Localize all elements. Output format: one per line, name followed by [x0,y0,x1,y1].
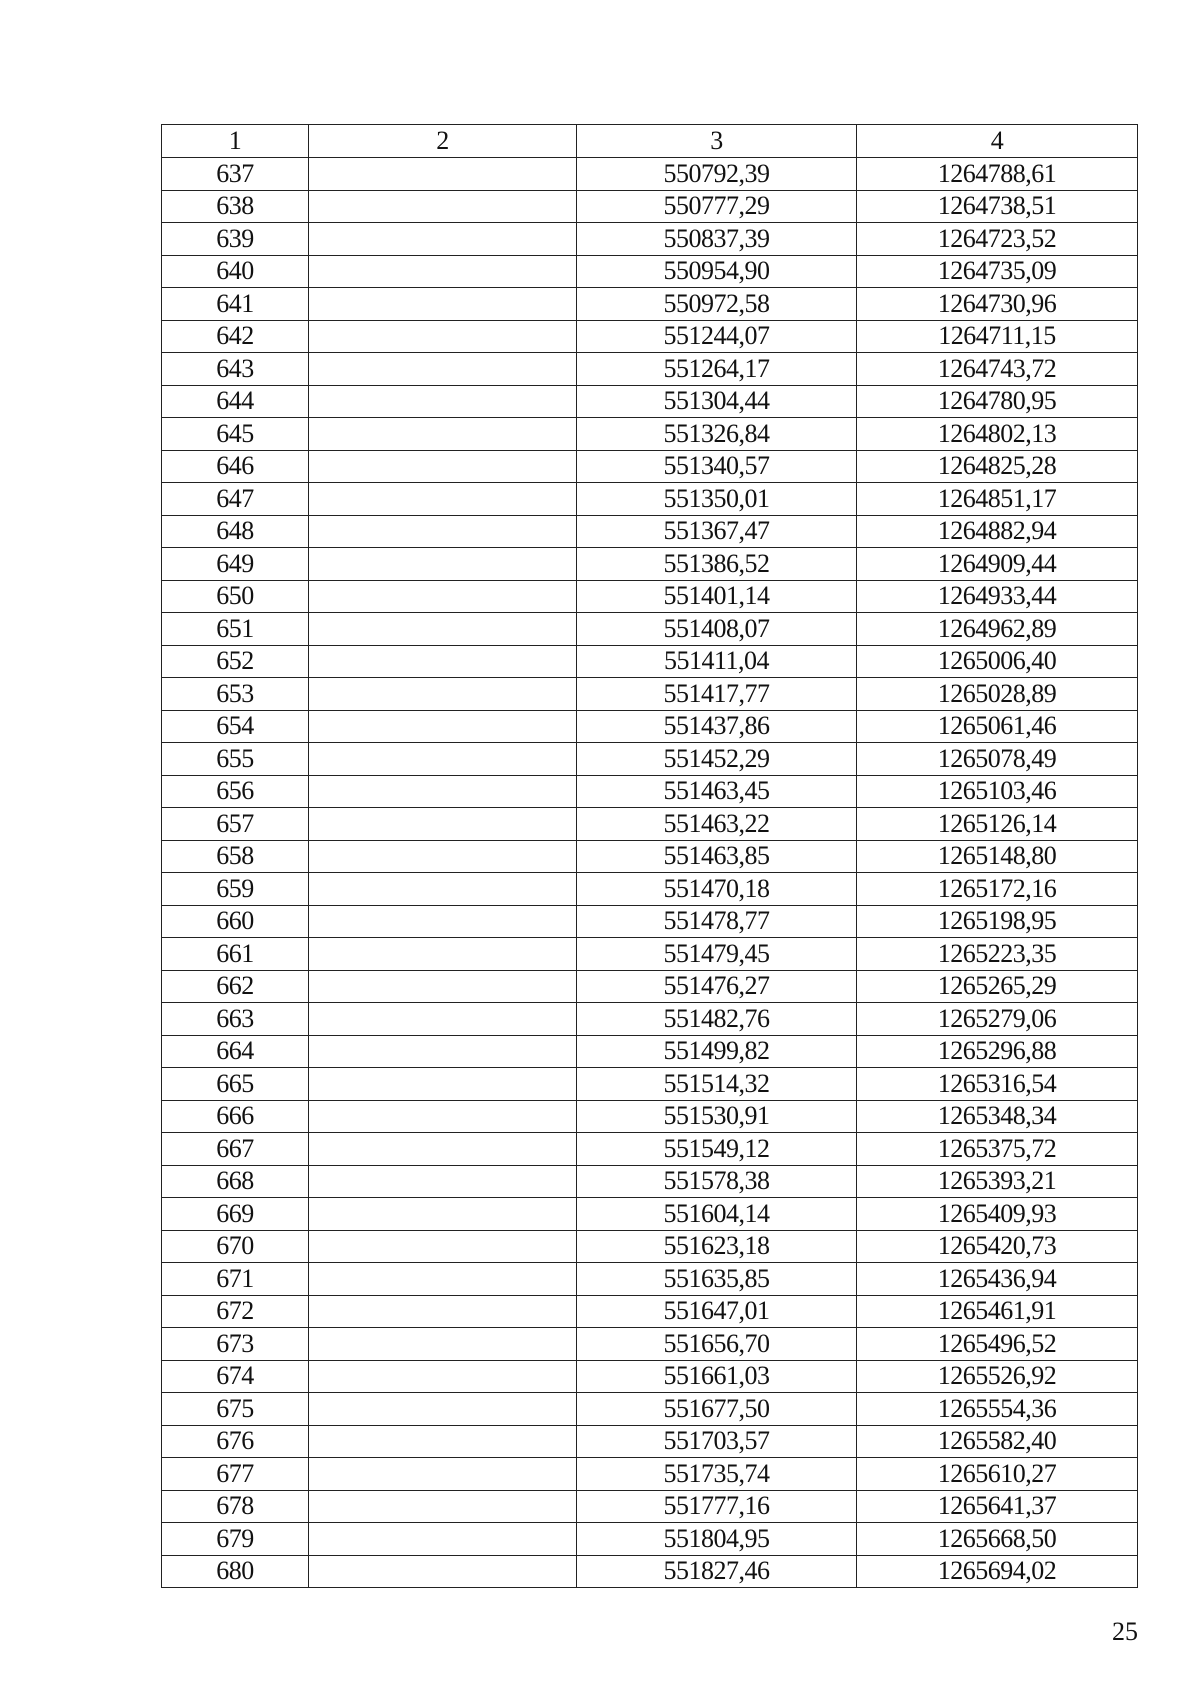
empty-cell [309,288,577,321]
coordinate-x-cell: 551476,27 [577,970,857,1003]
empty-cell [309,970,577,1003]
point-number-cell: 657 [162,808,309,841]
coordinate-x-cell: 551463,45 [577,775,857,808]
coordinate-x-cell: 551482,76 [577,1003,857,1036]
point-number-cell: 673 [162,1328,309,1361]
table-row [162,1555,1138,1588]
table-row [162,483,1138,516]
coordinate-y-cell: 1265582,40 [857,1425,1138,1458]
empty-cell [309,353,577,386]
point-number-cell: 644 [162,385,309,418]
table-row [162,938,1138,971]
coordinate-y-cell: 1265694,02 [857,1555,1138,1588]
table-row [162,1165,1138,1198]
table-row [162,645,1138,678]
table-row [162,158,1138,191]
table-row [162,840,1138,873]
empty-cell [309,1523,577,1556]
empty-cell [309,678,577,711]
point-number-cell: 666 [162,1100,309,1133]
empty-cell [309,1263,577,1296]
coordinate-y-cell: 1265126,14 [857,808,1138,841]
point-number-cell: 663 [162,1003,309,1036]
coordinate-y-cell: 1265420,73 [857,1230,1138,1263]
coordinate-x-cell: 550837,39 [577,223,857,256]
empty-cell [309,1360,577,1393]
coordinate-x-cell: 551735,74 [577,1458,857,1491]
column-header-2: 2 [309,125,577,158]
coordinate-y-cell: 1265496,52 [857,1328,1138,1361]
coordinate-y-cell: 1265006,40 [857,645,1138,678]
empty-cell [309,223,577,256]
coordinate-x-cell: 551677,50 [577,1393,857,1426]
empty-cell [309,1490,577,1523]
empty-cell [309,1035,577,1068]
table-row [162,1035,1138,1068]
point-number-cell: 639 [162,223,309,256]
table-row [162,288,1138,321]
empty-cell [309,1425,577,1458]
coordinate-y-cell: 1265641,37 [857,1490,1138,1523]
table-row [162,905,1138,938]
table-row [162,385,1138,418]
empty-cell [309,515,577,548]
empty-cell [309,613,577,646]
empty-cell [309,710,577,743]
table-row [162,450,1138,483]
column-header-1: 1 [162,125,309,158]
table-row [162,320,1138,353]
coordinate-y-cell: 1265103,46 [857,775,1138,808]
point-number-cell: 655 [162,743,309,776]
table-row [162,1295,1138,1328]
point-number-cell: 671 [162,1263,309,1296]
empty-cell [309,548,577,581]
table-row [162,548,1138,581]
table-row [162,613,1138,646]
table-row [162,580,1138,613]
point-number-cell: 648 [162,515,309,548]
coordinate-x-cell: 550777,29 [577,190,857,223]
empty-cell [309,1068,577,1101]
empty-cell [309,320,577,353]
table-row [162,775,1138,808]
empty-cell [309,450,577,483]
point-number-cell: 670 [162,1230,309,1263]
coordinate-y-cell: 1265078,49 [857,743,1138,776]
table-row [162,1230,1138,1263]
coordinate-y-cell: 1264780,95 [857,385,1138,418]
coordinate-y-cell: 1265296,88 [857,1035,1138,1068]
empty-cell [309,1100,577,1133]
point-number-cell: 650 [162,580,309,613]
coordinate-x-cell: 551804,95 [577,1523,857,1556]
empty-cell [309,905,577,938]
empty-cell [309,1393,577,1426]
empty-cell [309,743,577,776]
coordinate-x-cell: 551514,32 [577,1068,857,1101]
point-number-cell: 641 [162,288,309,321]
empty-cell [309,1328,577,1361]
empty-cell [309,1165,577,1198]
coordinate-y-cell: 1265393,21 [857,1165,1138,1198]
coordinate-y-cell: 1264851,17 [857,483,1138,516]
point-number-cell: 658 [162,840,309,873]
empty-cell [309,1295,577,1328]
table-row [162,743,1138,776]
table-row [162,808,1138,841]
table-row [162,223,1138,256]
empty-cell [309,255,577,288]
empty-cell [309,1198,577,1231]
coordinate-x-cell: 551437,86 [577,710,857,743]
empty-cell [309,385,577,418]
coordinate-y-cell: 1265554,36 [857,1393,1138,1426]
coordinate-x-cell: 551367,47 [577,515,857,548]
point-number-cell: 675 [162,1393,309,1426]
table-row [162,255,1138,288]
point-number-cell: 652 [162,645,309,678]
empty-cell [309,580,577,613]
coordinate-x-cell: 550792,39 [577,158,857,191]
point-number-cell: 672 [162,1295,309,1328]
table-row [162,353,1138,386]
coordinate-x-cell: 551604,14 [577,1198,857,1231]
point-number-cell: 653 [162,678,309,711]
coordinate-x-cell: 551661,03 [577,1360,857,1393]
coordinate-x-cell: 551530,91 [577,1100,857,1133]
table-row [162,710,1138,743]
coordinate-y-cell: 1265526,92 [857,1360,1138,1393]
table-row [162,1490,1138,1523]
coordinate-x-cell: 551578,38 [577,1165,857,1198]
point-number-cell: 662 [162,970,309,1003]
coordinate-x-cell: 551777,16 [577,1490,857,1523]
point-number-cell: 660 [162,905,309,938]
coordinate-y-cell: 1264882,94 [857,515,1138,548]
point-number-cell: 640 [162,255,309,288]
empty-cell [309,775,577,808]
point-number-cell: 651 [162,613,309,646]
table-body [162,158,1138,1588]
point-number-cell: 646 [162,450,309,483]
point-number-cell: 642 [162,320,309,353]
table-row [162,418,1138,451]
coordinate-x-cell: 551499,82 [577,1035,857,1068]
point-number-cell: 649 [162,548,309,581]
point-number-cell: 659 [162,873,309,906]
coordinate-x-cell: 551647,01 [577,1295,857,1328]
coordinate-y-cell: 1265198,95 [857,905,1138,938]
coordinate-y-cell: 1264802,13 [857,418,1138,451]
point-number-cell: 661 [162,938,309,971]
empty-cell [309,840,577,873]
empty-cell [309,938,577,971]
coordinate-y-cell: 1265316,54 [857,1068,1138,1101]
empty-cell [309,483,577,516]
table-row [162,1003,1138,1036]
coordinate-x-cell: 551827,46 [577,1555,857,1588]
table-row [162,970,1138,1003]
point-number-cell: 668 [162,1165,309,1198]
column-header-4: 4 [857,125,1138,158]
point-number-cell: 637 [162,158,309,191]
coordinate-x-cell: 551479,45 [577,938,857,971]
empty-cell [309,1230,577,1263]
coordinate-y-cell: 1265172,16 [857,873,1138,906]
table-row [162,873,1138,906]
point-number-cell: 680 [162,1555,309,1588]
empty-cell [309,808,577,841]
coordinate-y-cell: 1265223,35 [857,938,1138,971]
coordinate-x-cell: 551326,84 [577,418,857,451]
table-row [162,1100,1138,1133]
empty-cell [309,1133,577,1166]
coordinate-y-cell: 1264743,72 [857,353,1138,386]
coordinate-x-cell: 551463,22 [577,808,857,841]
coordinate-x-cell: 550972,58 [577,288,857,321]
point-number-cell: 643 [162,353,309,386]
coordinate-x-cell: 551463,85 [577,840,857,873]
coordinate-y-cell: 1264711,15 [857,320,1138,353]
coordinate-y-cell: 1265279,06 [857,1003,1138,1036]
empty-cell [309,190,577,223]
coordinate-y-cell: 1265436,94 [857,1263,1138,1296]
table-row [162,1360,1138,1393]
coordinate-y-cell: 1264788,61 [857,158,1138,191]
coordinate-x-cell: 551623,18 [577,1230,857,1263]
empty-cell [309,645,577,678]
table-row [162,190,1138,223]
coordinates-table [161,124,1138,1588]
point-number-cell: 654 [162,710,309,743]
point-number-cell: 667 [162,1133,309,1166]
coordinate-x-cell: 551264,17 [577,353,857,386]
coordinate-y-cell: 1264933,44 [857,580,1138,613]
table-row [162,1458,1138,1491]
coordinate-y-cell: 1265148,80 [857,840,1138,873]
coordinate-y-cell: 1264909,44 [857,548,1138,581]
coordinate-y-cell: 1265409,93 [857,1198,1138,1231]
empty-cell [309,1458,577,1491]
coordinate-x-cell: 551350,01 [577,483,857,516]
coordinate-x-cell: 551656,70 [577,1328,857,1361]
table-row [162,1198,1138,1231]
empty-cell [309,418,577,451]
table-row [162,1393,1138,1426]
table-row [162,1263,1138,1296]
table-row [162,1328,1138,1361]
coordinate-x-cell: 550954,90 [577,255,857,288]
column-header-3: 3 [577,125,857,158]
page-number: 25 [1112,1617,1138,1646]
coordinate-x-cell: 551304,44 [577,385,857,418]
coordinate-y-cell: 1265348,34 [857,1100,1138,1133]
table-row [162,1523,1138,1556]
point-number-cell: 669 [162,1198,309,1231]
point-number-cell: 645 [162,418,309,451]
empty-cell [309,158,577,191]
coordinate-x-cell: 551452,29 [577,743,857,776]
coordinate-x-cell: 551470,18 [577,873,857,906]
coordinate-y-cell: 1265265,29 [857,970,1138,1003]
table-row [162,1068,1138,1101]
coordinate-x-cell: 551386,52 [577,548,857,581]
coordinate-y-cell: 1265668,50 [857,1523,1138,1556]
coordinate-y-cell: 1264735,09 [857,255,1138,288]
coordinate-x-cell: 551635,85 [577,1263,857,1296]
coordinate-y-cell: 1265461,91 [857,1295,1138,1328]
coordinate-x-cell: 551408,07 [577,613,857,646]
coordinate-y-cell: 1265610,27 [857,1458,1138,1491]
point-number-cell: 647 [162,483,309,516]
coordinate-y-cell: 1265061,46 [857,710,1138,743]
table-row [162,515,1138,548]
coordinate-x-cell: 551549,12 [577,1133,857,1166]
table-row [162,678,1138,711]
table-row [162,1425,1138,1458]
point-number-cell: 678 [162,1490,309,1523]
table-header-row [162,125,1138,158]
point-number-cell: 679 [162,1523,309,1556]
coordinate-y-cell: 1264730,96 [857,288,1138,321]
coordinate-x-cell: 551703,57 [577,1425,857,1458]
coordinate-y-cell: 1264738,51 [857,190,1138,223]
coordinate-x-cell: 551411,04 [577,645,857,678]
coordinate-x-cell: 551401,14 [577,580,857,613]
table-row [162,1133,1138,1166]
point-number-cell: 674 [162,1360,309,1393]
empty-cell [309,1555,577,1588]
coordinate-x-cell: 551478,77 [577,905,857,938]
point-number-cell: 676 [162,1425,309,1458]
point-number-cell: 664 [162,1035,309,1068]
coordinate-x-cell: 551244,07 [577,320,857,353]
coordinate-x-cell: 551340,57 [577,450,857,483]
point-number-cell: 665 [162,1068,309,1101]
point-number-cell: 677 [162,1458,309,1491]
empty-cell [309,1003,577,1036]
point-number-cell: 638 [162,190,309,223]
coordinate-y-cell: 1265375,72 [857,1133,1138,1166]
point-number-cell: 656 [162,775,309,808]
empty-cell [309,873,577,906]
coordinate-y-cell: 1265028,89 [857,678,1138,711]
coordinate-y-cell: 1264962,89 [857,613,1138,646]
coordinate-y-cell: 1264723,52 [857,223,1138,256]
coordinate-x-cell: 551417,77 [577,678,857,711]
coordinate-y-cell: 1264825,28 [857,450,1138,483]
